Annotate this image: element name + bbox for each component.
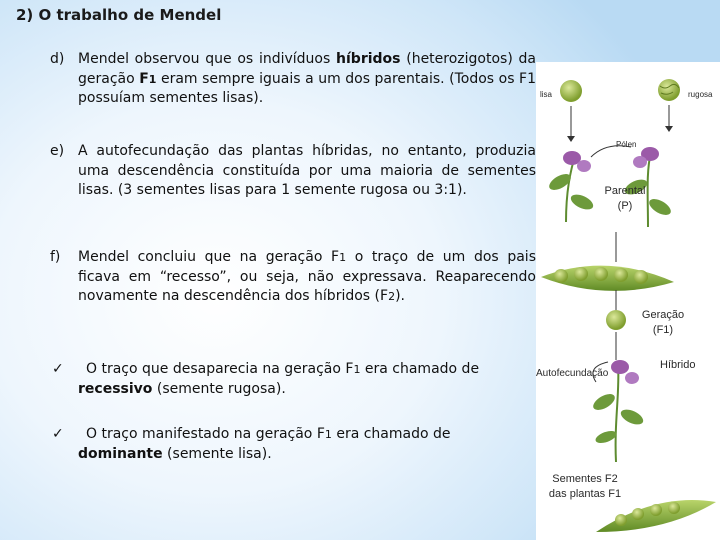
item-d bbox=[50, 50, 536, 109]
c2-sub: 1 bbox=[324, 428, 332, 441]
checklist-recessivo-text2 bbox=[78, 380, 536, 400]
item-f-text bbox=[78, 248, 536, 307]
mendel-cross-figure bbox=[536, 62, 720, 540]
f1-seed-icon bbox=[606, 310, 626, 330]
item-d-bold-f: F bbox=[139, 70, 149, 87]
item-e bbox=[50, 142, 536, 201]
item-d-part2: (heterozigotos) da geração bbox=[78, 51, 536, 87]
item-f-part2: o traço de um dos pais ficava em “recesso”, ou seja, não expressava. Reaparecendo novamente na descendência dos híbridos (F bbox=[78, 249, 536, 304]
item-f-part3: ). bbox=[395, 288, 405, 304]
smooth-seed-icon bbox=[560, 80, 582, 102]
c2-part1: O traço manifestado na geração F bbox=[86, 426, 325, 442]
checklist-dominante-text bbox=[86, 425, 536, 445]
label-parental-line2: (P) bbox=[617, 200, 633, 212]
item-f-label: f) bbox=[50, 249, 61, 265]
item-f-sub2: 2 bbox=[388, 290, 396, 303]
checklist-recessivo bbox=[50, 360, 536, 399]
item-d-part3: eram sempre iguais a um dos parentais. (Todos os F1 possuíam sementes lisas). bbox=[78, 70, 536, 106]
item-d-bold-hibridos: híbridos bbox=[336, 51, 401, 67]
label-autofecundacao: Autofecundação bbox=[536, 368, 609, 379]
item-f bbox=[50, 248, 536, 307]
c2-bold-dominante: dominante bbox=[78, 445, 163, 462]
arrow-head-icon bbox=[665, 126, 673, 132]
check-icon: ✓ bbox=[52, 361, 64, 377]
item-d-text bbox=[78, 50, 536, 109]
c1-part3: (semente rugosa). bbox=[152, 380, 286, 397]
slide-title: 2) O trabalho de Mendel bbox=[16, 6, 222, 24]
item-d-part1: Mendel observou que os indivíduos bbox=[78, 51, 337, 67]
label-geracao-line1: Geração bbox=[641, 309, 685, 321]
checklist-dominante-text2 bbox=[78, 445, 536, 465]
item-e-text: A autofecundação das plantas híbridas, no entanto, produzia uma descendência constituída por uma maioria de sementes lisas. (3 sementes lisas para 1 semente rugosa ou 3:1). bbox=[78, 143, 536, 198]
figure-drawing bbox=[536, 62, 720, 540]
label-lisa: lisa bbox=[540, 90, 553, 99]
f2-pea-pod-icon bbox=[596, 500, 716, 532]
label-sementes-line1: Sementes F2 bbox=[552, 473, 618, 485]
checklist-dominante bbox=[50, 425, 536, 464]
check-icon: ✓ bbox=[52, 426, 64, 442]
checklist-recessivo-text bbox=[86, 360, 536, 380]
c1-part2: era chamado de bbox=[360, 361, 480, 377]
label-parental bbox=[598, 184, 652, 214]
item-d-label: d) bbox=[50, 51, 65, 67]
label-sementes-f2 bbox=[540, 472, 630, 502]
c2-part3: (semente lisa). bbox=[162, 445, 272, 462]
c1-part1: O traço que desaparecia na geração F bbox=[86, 361, 354, 377]
c2-part2: era chamado de bbox=[331, 426, 451, 442]
label-geracao bbox=[636, 308, 690, 338]
item-e-label: e) bbox=[50, 143, 65, 159]
label-polen: Pólen bbox=[616, 140, 637, 149]
wrinkled-seed-icon bbox=[658, 79, 680, 101]
label-hibrido: Híbrido bbox=[660, 359, 696, 371]
arrow-head-icon bbox=[567, 136, 575, 142]
label-parental-line1: Parental bbox=[604, 185, 646, 197]
item-f-sub1: 1 bbox=[339, 251, 347, 264]
c1-bold-recessivo: recessivo bbox=[78, 380, 153, 397]
item-f-part1: Mendel concluiu que na geração F bbox=[78, 249, 340, 265]
item-d-sub: 1 bbox=[148, 72, 157, 86]
parent-plant-left-icon bbox=[547, 151, 596, 222]
c1-sub: 1 bbox=[353, 363, 361, 376]
label-geracao-line2: (F1) bbox=[652, 324, 674, 336]
label-sementes-line2: das plantas F1 bbox=[548, 488, 622, 500]
f1-pea-pod-icon bbox=[541, 266, 674, 291]
label-rugosa: rugosa bbox=[688, 90, 713, 99]
